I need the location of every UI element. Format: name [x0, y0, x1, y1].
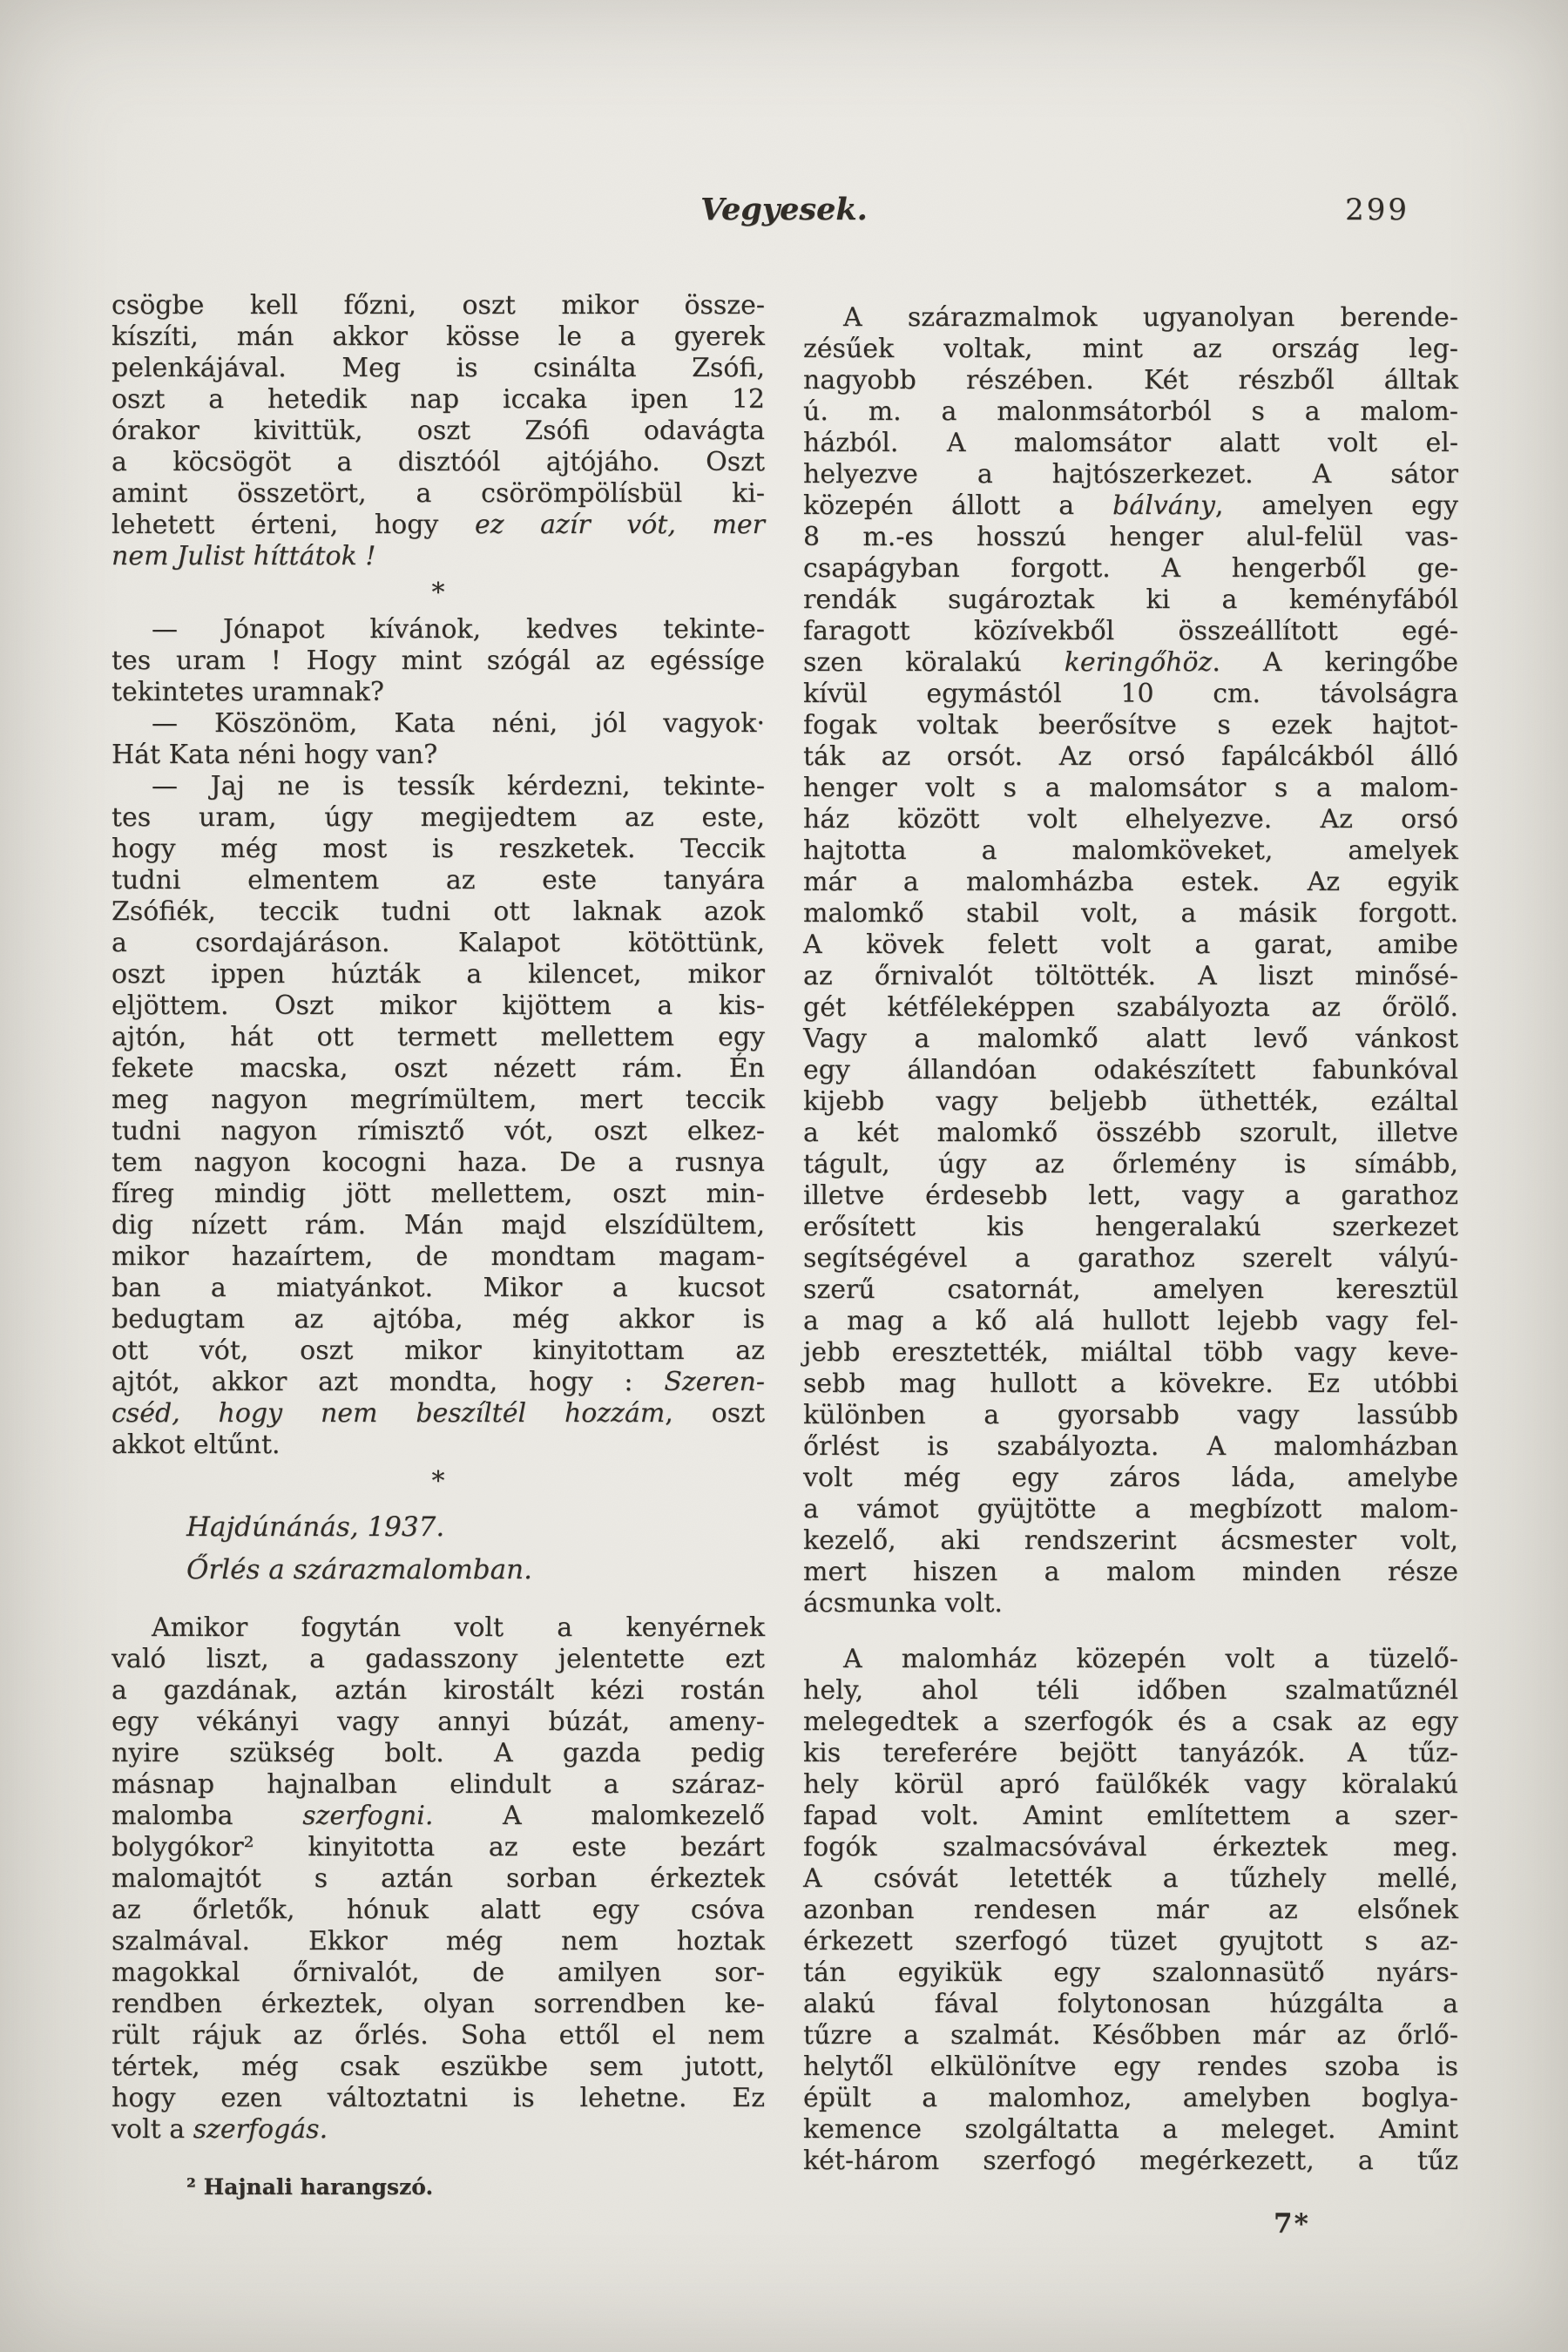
text-run: mert hiszen a malom minden része: [803, 1557, 1458, 1587]
text-line: [112, 2083, 765, 2114]
text-run: dig nízett rám. Mán majd elszídültem,: [112, 1210, 765, 1240]
text-line: [803, 679, 1458, 710]
text-run: zésűek voltak, mint az ország leg-: [803, 334, 1458, 364]
text-line: [803, 1957, 1458, 1989]
text-line: [803, 1431, 1458, 1463]
text-line: [112, 1707, 765, 1738]
text-run: a csordajáráson. Kalapot kötöttünk,: [112, 928, 765, 958]
italic-text-run: bálvány: [1112, 490, 1215, 521]
footnote: ² Hajnali harangszó.: [186, 2174, 434, 2200]
text-line: [112, 1738, 765, 1769]
text-line: [112, 290, 765, 321]
text-run: csögbe kell főzni, oszt mikor össze-: [112, 290, 765, 321]
text-line: [112, 802, 765, 834]
text-run: hely körül apró faülőkék vagy köralakú: [803, 1769, 1458, 1800]
text-line: [112, 1367, 765, 1398]
text-line: [112, 510, 765, 541]
text-line: [112, 1022, 765, 1053]
text-line: [803, 1769, 1458, 1801]
text-run: nagyobb részében. Két részből álltak: [803, 365, 1458, 395]
text-line: [803, 616, 1458, 647]
text-line: [803, 2020, 1458, 2051]
text-line: [803, 1180, 1458, 1212]
text-line: [803, 835, 1458, 867]
text-run: ajtón, hát ott termett mellettem egy: [112, 1022, 765, 1052]
text-line: [112, 896, 765, 928]
text-run: malomba: [112, 1801, 303, 1831]
text-line: [112, 1895, 765, 1926]
text-run: segítségével a garathoz szerelt vályú-: [803, 1243, 1458, 1274]
text-run: henger volt s a malomsátor s a malom-: [803, 773, 1458, 803]
text-line: [803, 929, 1458, 961]
text-run: nyire szükség bolt. A gazda pedig: [112, 1738, 765, 1768]
asterisk-separator: *: [431, 1466, 445, 1497]
text-run: őrlést is szabályozta. A malomházban: [803, 1431, 1458, 1462]
text-run: egy vékányi vagy annyi búzát, ameny-: [112, 1707, 765, 1737]
text-run: — Jónapot kívánok, kedves tekinte-: [152, 614, 765, 645]
text-line: [803, 1086, 1458, 1118]
text-run: órakor kivittük, oszt Zsófi odavágta: [112, 416, 765, 446]
text-line: [803, 428, 1458, 459]
text-line: [803, 1989, 1458, 2020]
text-line: [112, 1675, 765, 1707]
text-line: [112, 1429, 765, 1461]
text-run: meg nagyon megrímültem, mert teccik: [112, 1085, 765, 1115]
text-run: pelenkájával. Meg is csinálta Zsófi,: [112, 353, 765, 383]
text-line: [112, 1398, 765, 1429]
text-run: gét kétféleképpen szabályozta az őrölő.: [803, 992, 1458, 1023]
text-run: másnap hajnalban elindult a száraz-: [112, 1769, 765, 1800]
text-run: — Jaj ne is tessík kérdezni, tekinte-: [152, 771, 765, 801]
text-line: [112, 478, 765, 510]
text-run: fekete macska, oszt nézett rám. Én: [112, 1053, 765, 1084]
text-line: [803, 1832, 1458, 1863]
right-column: [803, 302, 1458, 2240]
text-run: helyezve a hajtószerkezet. A sátor: [803, 459, 1458, 490]
text-line: [803, 1644, 1458, 1675]
text-run: rült rájuk az őrlés. Soha ettől el nem: [112, 2020, 765, 2051]
text-run: , amelyen egy: [1214, 490, 1458, 521]
text-run: volt még egy záros láda, amelybe: [803, 1463, 1458, 1493]
text-run: fapad volt. Amint említettem a szer-: [803, 1801, 1458, 1831]
text-run: ott vót, oszt mikor kinyitottam az: [112, 1335, 765, 1366]
text-run: rendák sugároztak ki a keményfából: [803, 585, 1458, 615]
text-line: [803, 585, 1458, 616]
text-line: [803, 522, 1458, 553]
text-run: tűzre a szalmát. Későbben már az őrlő-: [803, 2020, 1458, 2051]
text-line: [803, 1557, 1458, 1588]
text-run: a két malomkő összébb szorult, illetve: [803, 1118, 1458, 1148]
left-column: [112, 290, 765, 2203]
text-run: tágult, úgy az őrlemény is símább,: [803, 1149, 1458, 1179]
text-run: kívül egymástól 10 cm. távolságra: [803, 679, 1458, 709]
text-run: A malomkezelő: [433, 1801, 766, 1831]
text-run: közepén állott a: [803, 490, 1113, 521]
text-run: a köcsögöt a disztóól ajtójáho. Oszt: [112, 447, 765, 477]
text-line: [803, 1738, 1458, 1769]
text-line: [112, 1769, 765, 1801]
text-run: rendben érkeztek, olyan sorrendben ke-: [112, 1989, 765, 2019]
text-run: egy állandóan odakészített fabunkóval: [803, 1055, 1458, 1085]
text-line: [112, 1210, 765, 1241]
text-line: [112, 1147, 765, 1179]
text-run: 8 m.-es hosszú henger alul-felül vas-: [803, 522, 1458, 552]
text-line: [803, 961, 1458, 992]
text-line: [803, 804, 1458, 835]
text-run: erősített kis hengeralakú szerkezet: [803, 1212, 1458, 1242]
text-line: [803, 710, 1458, 741]
text-run: hely, ahol téli időben szalmatűznél: [803, 1675, 1458, 1706]
text-line: [803, 2146, 1458, 2177]
text-line: [112, 2114, 765, 2146]
text-line: [803, 1118, 1458, 1149]
text-run: szen köralakú: [803, 647, 1064, 678]
text-line: [112, 416, 765, 447]
text-line: [803, 647, 1458, 679]
text-run: — Köszönöm, Kata néni, jól vagyok·: [152, 708, 765, 739]
text-run: faragott közívekből összeállított egé-: [803, 616, 1458, 646]
text-line: [803, 1494, 1458, 1525]
text-line: [112, 2020, 765, 2051]
text-line: [112, 1116, 765, 1147]
text-run: akkot eltűnt.: [112, 1429, 280, 1460]
text-run: A malomház közepén volt a tüzelő-: [843, 1644, 1458, 1674]
text-run: szerű csatornát, amelyen keresztül: [803, 1274, 1458, 1305]
text-run: bolygókor² kinyitotta az este bezárt: [112, 1832, 765, 1862]
text-line: [803, 2114, 1458, 2146]
text-run: ház között volt elhelyezve. Az orsó: [803, 804, 1458, 835]
heading-line: Hajdúnánás, 1937.: [186, 1511, 445, 1543]
text-line: [803, 2051, 1458, 2083]
text-line: [803, 2083, 1458, 2114]
text-run: mikor hazaírtem, de mondtam magam-: [112, 1241, 765, 1272]
text-line: [803, 741, 1458, 773]
text-line: [803, 302, 1458, 334]
paragraph-gap: [803, 1619, 1458, 1644]
text-line: [803, 1707, 1458, 1738]
text-run: jebb eresztették, miáltal több vagy keve-: [803, 1337, 1458, 1368]
right-column-text: [803, 302, 1458, 2177]
text-run: ú. m. a malonmsátorból s a malom-: [803, 396, 1458, 427]
text-run: való liszt, a gadasszony jelentette ezt: [112, 1644, 765, 1674]
text-line: [803, 459, 1458, 490]
text-line: [803, 898, 1458, 929]
text-run: ták az orsót. Az orsó fapálcákból álló: [803, 741, 1458, 772]
text-line: [803, 1212, 1458, 1243]
text-line: [112, 1241, 765, 1273]
italic-text-run: Szeren-: [664, 1367, 765, 1397]
text-line: [803, 1243, 1458, 1274]
text-line: [112, 1989, 765, 2020]
text-line: [112, 740, 765, 771]
text-run: érkezett szerfogó tüzet gyujtott s az-: [803, 1926, 1458, 1957]
text-run: melegedtek a szerfogók és a csak az egy: [803, 1707, 1458, 1737]
text-line: [112, 1179, 765, 1210]
text-run: helytől elkülönítve egy rendes szoba is: [803, 2051, 1458, 2082]
text-run: ácsmunka volt.: [803, 1588, 1003, 1619]
text-run: fogak voltak beerősítve s ezek hajtot-: [803, 710, 1458, 740]
text-run: malomajtót s aztán sorban érkeztek: [112, 1863, 765, 1894]
italic-text-run: szerfogás.: [193, 2114, 328, 2145]
text-line: [803, 992, 1458, 1024]
text-run: a mag a kő alá hullott lejebb vagy fel-: [803, 1306, 1458, 1336]
text-line: [803, 365, 1458, 396]
text-run: házból. A malomsátor alatt volt el-: [803, 428, 1458, 458]
text-run: Zsófiék, teccik tudni ott laknak azok: [112, 896, 765, 927]
text-run: hogy még most is reszketek. Teccik: [112, 834, 765, 864]
text-line: [803, 1306, 1458, 1337]
section-heading: [186, 1506, 765, 1592]
text-run: tes uram, úgy megijedtem az este,: [112, 802, 765, 833]
text-run: illetve érdesebb lett, vagy a garathoz: [803, 1180, 1458, 1211]
text-run: tekintetes uramnak?: [112, 677, 384, 707]
text-line: [112, 1644, 765, 1675]
text-run: tes uram ! Hogy mint szógál az egéssíge: [112, 645, 765, 676]
text-line: [803, 1024, 1458, 1055]
text-line: [112, 1612, 765, 1644]
text-run: tán egyikük egy szalonnasütő nyárs-: [803, 1957, 1458, 1988]
heading-line: Őrlés a szárazmalomban.: [186, 1554, 532, 1585]
text-line: [803, 1463, 1458, 1494]
text-line: [803, 1926, 1458, 1957]
text-line: [803, 1895, 1458, 1926]
text-run: tudni elmentem az este tanyára: [112, 865, 765, 896]
text-line: [112, 1832, 765, 1863]
text-line: [112, 541, 765, 572]
text-run: fíreg mindig jött mellettem, oszt min-: [112, 1179, 765, 1209]
text-line: [112, 1957, 765, 1989]
text-run: csapágyban forgott. A hengerből ge-: [803, 553, 1458, 584]
text-line: [803, 553, 1458, 585]
text-line: [112, 834, 765, 865]
text-run: alakú fával folytonosan húzgálta a: [803, 1989, 1458, 2019]
text-line: [112, 959, 765, 990]
text-line: [112, 645, 765, 677]
text-line: [112, 1863, 765, 1895]
text-run: tem nagyon kocogni haza. De a rusnya: [112, 1147, 765, 1178]
text-line: [112, 2051, 765, 2083]
text-line: [112, 1335, 765, 1367]
text-line: [803, 334, 1458, 365]
text-line: [803, 1863, 1458, 1895]
text-run: két-három szerfogó megérkezett, a tűz: [803, 2146, 1458, 2176]
text-run: eljöttem. Oszt mikor kijöttem a kis-: [112, 990, 765, 1021]
text-line: [803, 1400, 1458, 1431]
text-line: [112, 865, 765, 896]
text-line: [112, 677, 765, 708]
text-run: magokkal őrnivalót, de amilyen sor-: [112, 1957, 765, 1988]
text-line: [803, 773, 1458, 804]
text-run: oszt ippen húzták a kilencet, mikor: [112, 959, 765, 990]
text-run: A kövek felett volt a garat, amibe: [803, 929, 1458, 960]
text-run: az őrnivalót töltötték. A liszt minősé-: [803, 961, 1458, 991]
signature-mark: 7*: [1274, 2208, 1310, 2240]
text-line: [803, 1525, 1458, 1557]
text-line: [803, 1274, 1458, 1306]
text-run: oszt a hetedik nap iccaka ipen 12: [112, 384, 765, 415]
text-run: ban a miatyánkot. Mikor a kucsot: [112, 1273, 765, 1303]
text-line: [803, 1675, 1458, 1707]
text-run: , oszt: [665, 1398, 765, 1429]
text-run: A csóvát letették a tűzhely mellé,: [803, 1863, 1458, 1894]
text-run: Hát Kata néni hogy van?: [112, 740, 438, 770]
text-run: hajtotta a malomköveket, amelyek: [803, 835, 1458, 866]
text-line: [803, 490, 1458, 522]
text-line: [803, 1369, 1458, 1400]
text-line: [112, 384, 765, 416]
text-line: [803, 867, 1458, 898]
italic-text-run: ez azír vót, mer: [474, 510, 765, 540]
text-run: hogy ezen változtatni is lehetne. Ez: [112, 2083, 765, 2113]
text-run: malomkő stabil volt, a másik forgott.: [803, 898, 1458, 929]
text-run: kezelő, aki rendszerint ácsmester volt,: [803, 1525, 1458, 1556]
text-run: bedugtam az ajtóba, még akkor is: [112, 1304, 765, 1335]
text-run: amint összetört, a csörömpölísbül ki-: [112, 478, 765, 509]
text-run: már a malomházba estek. Az egyik: [803, 867, 1458, 897]
text-line: [112, 1304, 765, 1335]
text-run: épült a malomhoz, amelyben boglya-: [803, 2083, 1458, 2113]
text-run: az őrletők, hónuk alatt egy csóva: [112, 1895, 765, 1925]
text-run: A szárazmalmok ugyanolyan berende-: [843, 302, 1458, 333]
italic-text-run: cséd, hogy nem beszíltél hozzám: [112, 1398, 666, 1429]
running-title: Vegyesek.: [700, 192, 868, 227]
text-run: a vámot gyüjtötte a megbízott malom-: [803, 1494, 1458, 1524]
text-line: [803, 1337, 1458, 1369]
text-line: [112, 614, 765, 645]
text-run: szalmával. Ekkor még nem hoztak: [112, 1926, 765, 1957]
text-run: Amikor fogytán volt a kenyérnek: [152, 1612, 765, 1643]
text-run: Vagy a malomkő alatt levő vánkost: [803, 1024, 1458, 1054]
text-line: [803, 1588, 1458, 1619]
text-run: kemence szolgáltatta a meleget. Amint: [803, 2114, 1458, 2145]
text-line: [112, 353, 765, 384]
text-run: kíszíti, mán akkor kösse le a gyerek: [112, 321, 765, 352]
text-line: [112, 447, 765, 478]
italic-text-run: keringőhöz: [1064, 647, 1213, 678]
text-line: [112, 771, 765, 802]
text-run: lehetett érteni, hogy: [112, 510, 475, 540]
left-column-text: [112, 290, 765, 2146]
text-run: fogók szalmacsóvával érkeztek meg.: [803, 1832, 1458, 1862]
text-line: [112, 1926, 765, 1957]
text-line: [112, 1801, 765, 1832]
page-number: 299: [1345, 193, 1409, 227]
text-run: volt a: [112, 2114, 193, 2145]
text-line: [112, 708, 765, 740]
text-run: különben a gyorsabb vagy lassúbb: [803, 1400, 1458, 1430]
text-run: a gazdának, aztán kirostált kézi rostán: [112, 1675, 765, 1706]
text-line: [112, 990, 765, 1022]
text-line: [112, 928, 765, 959]
italic-text-run: nem Julist híttátok !: [112, 541, 376, 571]
text-line: [112, 1085, 765, 1116]
italic-text-run: szerfogni.: [302, 1801, 434, 1831]
text-line: [112, 1053, 765, 1085]
text-run: ajtót, akkor azt mondta, hogy :: [112, 1367, 665, 1397]
asterisk-separator: *: [431, 578, 445, 608]
text-line: [112, 321, 765, 353]
text-run: kijebb vagy beljebb üthették, ezáltal: [803, 1086, 1458, 1117]
text-run: tudni nagyon rímisztő vót, oszt elkez-: [112, 1116, 765, 1146]
text-run: sebb mag hullott a kövekre. Ez utóbbi: [803, 1369, 1458, 1399]
text-run: tértek, még csak eszükbe sem jutott,: [112, 2051, 765, 2082]
text-run: . A keringőbe: [1212, 647, 1459, 678]
text-line: [803, 1055, 1458, 1086]
text-run: kis tereferére bejött tanyázók. A tűz-: [803, 1738, 1458, 1768]
text-line: [803, 1149, 1458, 1180]
text-line: [112, 1273, 765, 1304]
text-run: azonban rendesen már az elsőnek: [803, 1895, 1458, 1925]
text-line: [803, 396, 1458, 428]
text-line: [803, 1801, 1458, 1832]
